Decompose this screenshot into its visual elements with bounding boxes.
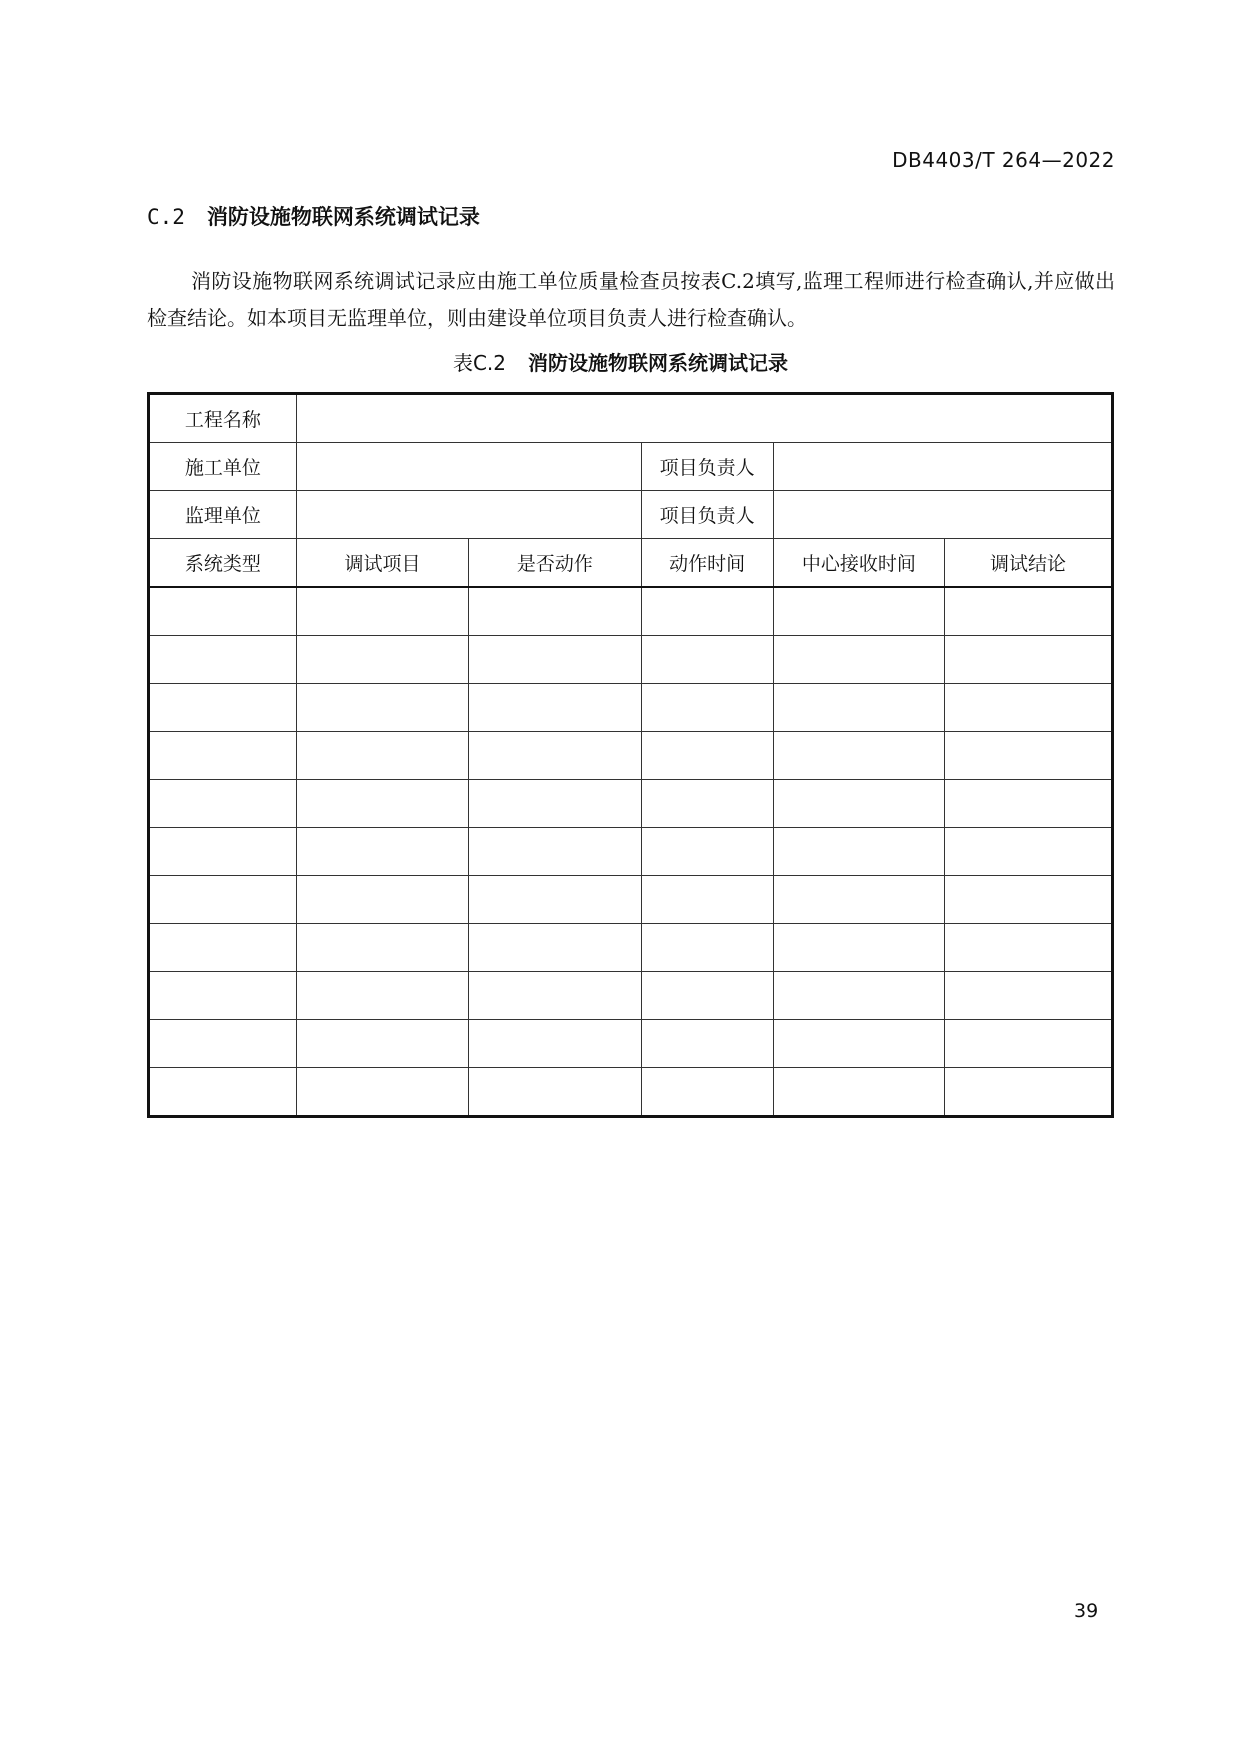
table-cell[interactable] [296, 924, 468, 972]
column-header-debug-item: 调试项目 [296, 539, 468, 588]
table-cell[interactable] [149, 732, 297, 780]
table-cell[interactable] [773, 732, 944, 780]
table-cell[interactable] [469, 684, 641, 732]
supervision-leader-label: 项目负责人 [641, 491, 773, 539]
table-cell[interactable] [773, 828, 944, 876]
construction-unit-label: 施工单位 [149, 443, 297, 491]
table-cell[interactable] [945, 1020, 1113, 1068]
table-cell[interactable] [149, 636, 297, 684]
table-cell[interactable] [469, 636, 641, 684]
table-cell[interactable] [945, 828, 1113, 876]
table-cell[interactable] [469, 972, 641, 1020]
table-cell[interactable] [641, 732, 773, 780]
table-cell[interactable] [469, 1068, 641, 1117]
table-cell[interactable] [296, 780, 468, 828]
table-cell[interactable] [149, 587, 297, 636]
table-caption-title: 消防设施物联网系统调试记录 [528, 351, 789, 375]
table-cell[interactable] [149, 780, 297, 828]
column-header-system-type: 系统类型 [149, 539, 297, 588]
section-heading [147, 201, 480, 231]
table-caption [0, 347, 1241, 376]
table-cell[interactable] [149, 972, 297, 1020]
table-row [149, 684, 1113, 732]
section-number: C.2 [147, 205, 185, 229]
table-cell[interactable] [945, 636, 1113, 684]
table-cell[interactable] [773, 972, 944, 1020]
table-cell[interactable] [469, 924, 641, 972]
table-cell[interactable] [469, 780, 641, 828]
table-cell[interactable] [641, 924, 773, 972]
column-header-actuated: 是否动作 [469, 539, 641, 588]
construction-unit-row [149, 443, 1113, 491]
table-row [149, 1020, 1113, 1068]
table-cell[interactable] [641, 828, 773, 876]
table-cell[interactable] [641, 1020, 773, 1068]
project-name-field[interactable] [296, 394, 1112, 443]
table-cell[interactable] [945, 924, 1113, 972]
table-cell[interactable] [773, 636, 944, 684]
table-cell[interactable] [945, 780, 1113, 828]
column-header-debug-conclusion: 调试结论 [945, 539, 1113, 588]
supervision-unit-row [149, 491, 1113, 539]
table-cell[interactable] [296, 587, 468, 636]
table-cell[interactable] [296, 684, 468, 732]
table-cell[interactable] [296, 876, 468, 924]
table-cell[interactable] [773, 587, 944, 636]
table-cell[interactable] [296, 828, 468, 876]
project-name-label: 工程名称 [149, 394, 297, 443]
table-row [149, 924, 1113, 972]
project-name-row [149, 394, 1113, 443]
table-cell[interactable] [149, 1068, 297, 1117]
table-cell[interactable] [296, 636, 468, 684]
table-cell[interactable] [296, 732, 468, 780]
table-cell[interactable] [296, 972, 468, 1020]
body-paragraph: 消防设施物联网系统调试记录应由施工单位质量检查员按表C.2填写,监理工程师进行检查确认,并应做出检查结论。如本项目无监理单位，则由建设单位项目负责人进行检查确认。 [147, 269, 1115, 330]
table-cell[interactable] [469, 732, 641, 780]
construction-leader-label: 项目负责人 [641, 443, 773, 491]
table-cell[interactable] [641, 972, 773, 1020]
table-row [149, 1068, 1113, 1117]
table-cell[interactable] [945, 1068, 1113, 1117]
table-cell[interactable] [945, 587, 1113, 636]
table-cell[interactable] [773, 780, 944, 828]
table-cell[interactable] [641, 780, 773, 828]
table-cell[interactable] [641, 1068, 773, 1117]
table-cell[interactable] [773, 1020, 944, 1068]
table-cell[interactable] [945, 684, 1113, 732]
table-cell[interactable] [149, 828, 297, 876]
table-row [149, 587, 1113, 636]
table-cell[interactable] [469, 828, 641, 876]
page-number: 39 [1074, 1600, 1099, 1622]
table-cell[interactable] [945, 732, 1113, 780]
supervision-unit-label: 监理单位 [149, 491, 297, 539]
table-cell[interactable] [773, 924, 944, 972]
table-cell[interactable] [641, 636, 773, 684]
table-cell[interactable] [469, 1020, 641, 1068]
column-header-row [149, 539, 1113, 588]
table-cell[interactable] [149, 924, 297, 972]
table-row [149, 636, 1113, 684]
table-caption-number: 表C.2 [452, 351, 507, 375]
table-cell[interactable] [773, 876, 944, 924]
table-cell[interactable] [149, 684, 297, 732]
table-cell[interactable] [945, 972, 1113, 1020]
table-row [149, 972, 1113, 1020]
table-row [149, 780, 1113, 828]
table-cell[interactable] [469, 587, 641, 636]
debug-record-table [147, 392, 1114, 1118]
table-cell[interactable] [641, 587, 773, 636]
construction-leader-field[interactable] [773, 443, 1112, 491]
column-header-action-time: 动作时间 [641, 539, 773, 588]
table-cell[interactable] [149, 876, 297, 924]
table-cell[interactable] [641, 684, 773, 732]
table-cell[interactable] [296, 1020, 468, 1068]
table-row [149, 876, 1113, 924]
table-row [149, 732, 1113, 780]
supervision-leader-field[interactable] [773, 491, 1112, 539]
document-code: DB4403/T 264—2022 [892, 148, 1115, 172]
table-cell[interactable] [945, 876, 1113, 924]
table-row [149, 828, 1113, 876]
table-cell[interactable] [469, 876, 641, 924]
supervision-unit-field[interactable] [296, 491, 641, 539]
table-cell[interactable] [296, 1068, 468, 1117]
table-cell[interactable] [149, 1020, 297, 1068]
table-cell[interactable] [773, 684, 944, 732]
construction-unit-field[interactable] [296, 443, 641, 491]
column-header-center-receive-time: 中心接收时间 [773, 539, 944, 588]
table-cell[interactable] [773, 1068, 944, 1117]
table-cell[interactable] [641, 876, 773, 924]
section-title: 消防设施物联网系统调试记录 [206, 205, 480, 229]
